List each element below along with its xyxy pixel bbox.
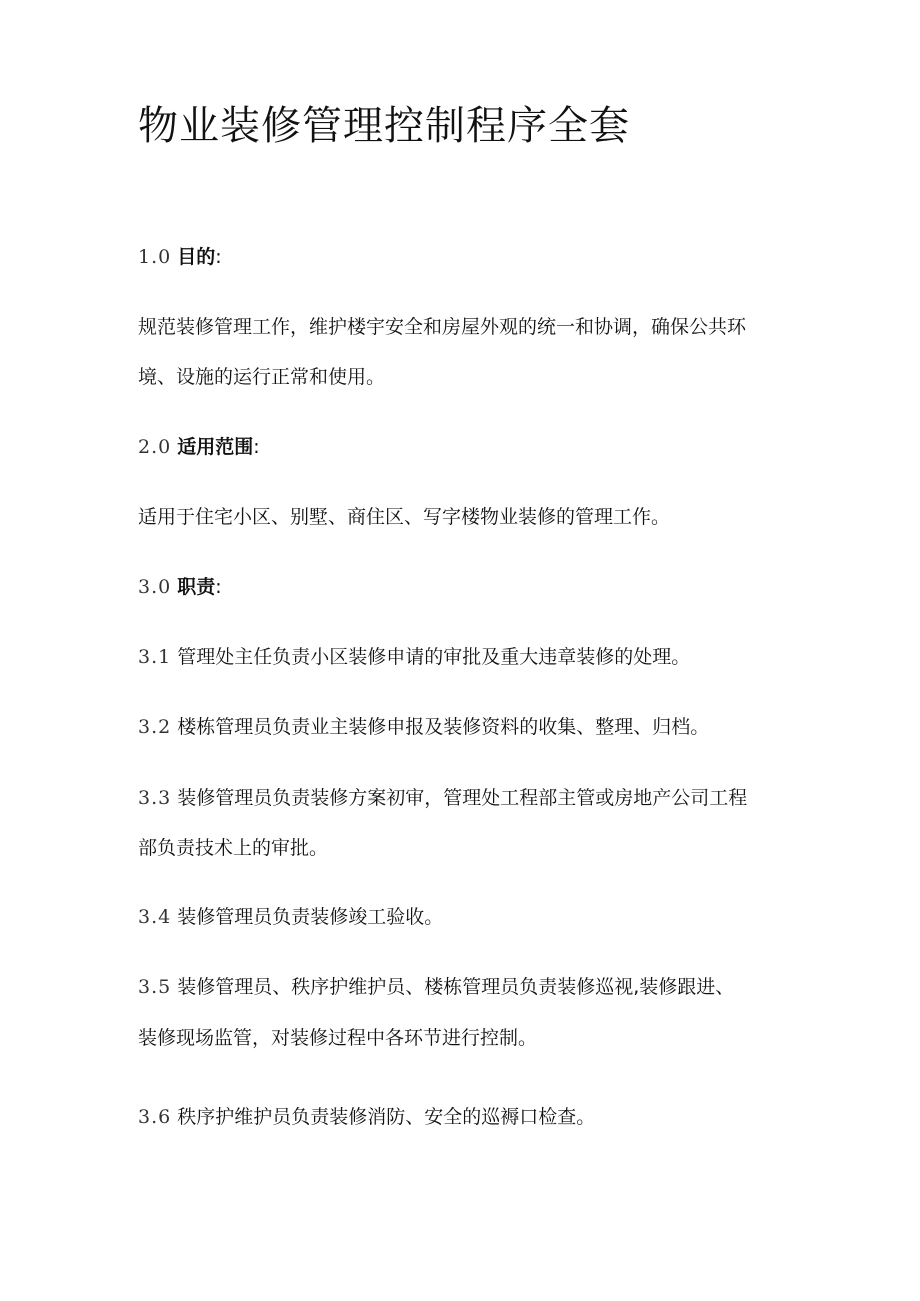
item-number: 3.5 — [138, 976, 172, 998]
item-text: 装修管理员负责装修方案初审，管理处工程部主管或房地产公司工程 — [177, 787, 748, 809]
section-label: 目的 — [177, 246, 216, 268]
item-number: 3.6 — [138, 1106, 172, 1128]
item-text: 管理处主任负责小区装修申请的审批及重大违章装修的处理。 — [177, 646, 691, 668]
list-item — [138, 1103, 595, 1131]
list-item — [138, 643, 690, 671]
section-heading-scope — [138, 433, 260, 461]
item-text: 装修管理员、秩序护维护员、楼栋管理员负责装修巡视,装修跟进、 — [177, 976, 735, 998]
paragraph-line: 适用于住宅小区、别墅、商住区、写字楼物业装修的管理工作。 — [138, 506, 671, 528]
section-heading-responsibilities — [138, 573, 222, 601]
item-text: 装修管理员负责装修竣工验收。 — [177, 906, 444, 928]
item-number: 3.2 — [138, 716, 172, 738]
section-label: 职责 — [177, 576, 216, 598]
document-title: 物业装修管理控制程序全套 — [138, 103, 630, 149]
item-number: 3.3 — [138, 787, 172, 809]
item-number: 3.1 — [138, 646, 172, 668]
section-number: 1.0 — [138, 246, 172, 268]
section-number: 3.0 — [138, 576, 172, 598]
section-label: 适用范围 — [177, 436, 254, 458]
section-heading-purpose — [138, 243, 222, 271]
item-text: 楼栋管理员负责业主装修申报及装修资料的收集、整理、归档。 — [177, 716, 710, 738]
section-colon: : — [215, 576, 222, 598]
section-colon: : — [215, 246, 222, 268]
list-item-continuation: 装修现场监管，对装修过程中各环节进行控制。 — [138, 1027, 538, 1049]
list-item — [138, 973, 734, 1001]
section-colon: : — [253, 436, 260, 458]
section-number: 2.0 — [138, 436, 172, 458]
item-number: 3.4 — [138, 906, 172, 928]
paragraph-line: 规范装修管理工作，维护楼宇安全和房屋外观的统一和协调，确保公共环 — [138, 316, 747, 338]
paragraph-line: 境、设施的运行正常和使用。 — [138, 366, 386, 388]
list-item — [138, 713, 709, 741]
list-item — [138, 903, 443, 931]
list-item-continuation: 部负责技术上的审批。 — [138, 837, 329, 859]
list-item — [138, 784, 747, 812]
item-text: 秩序护维护员负责装修消防、安全的巡褥口检查。 — [177, 1106, 596, 1128]
